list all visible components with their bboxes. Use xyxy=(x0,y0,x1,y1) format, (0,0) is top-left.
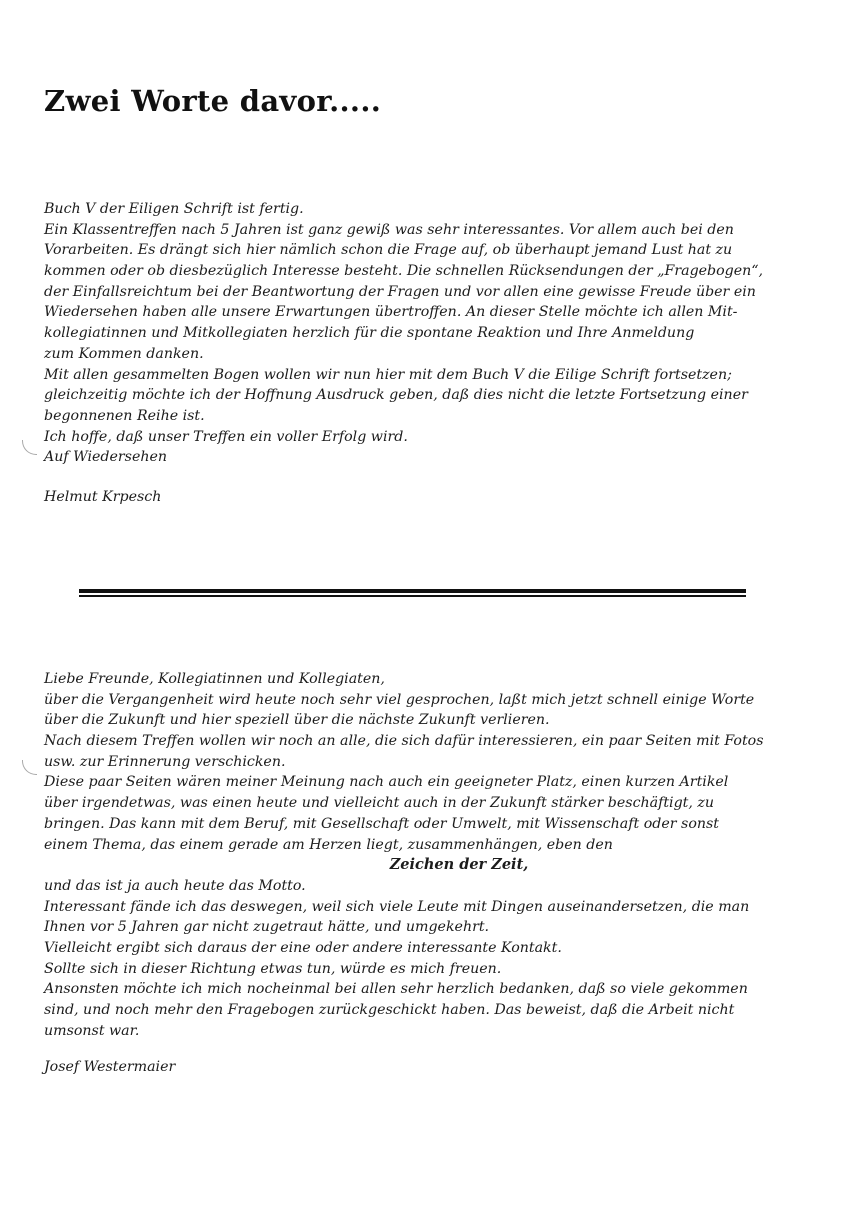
text-line: der Einfallsreichtum bei der Beantwortung der Fragen und vor allen eine gewisse Freude über ein xyxy=(44,283,756,300)
text-line: zum Kommen danken. xyxy=(44,345,204,362)
text-line: über die Zukunft und hier speziell über die nächste Zukunft verlieren. xyxy=(44,712,550,729)
signature-josef: Josef Westermaier xyxy=(44,1059,176,1075)
divider-thick-rule xyxy=(79,589,746,593)
text-line: Auf Wiedersehen xyxy=(44,449,168,466)
text-line: kollegiatinnen und Mitkollegiaten herzlich für die spontane Reaktion und Ihre Anmeldung xyxy=(44,325,695,342)
page-title: Zwei Worte davor..... xyxy=(44,84,382,118)
signature-helmut: Helmut Krpesch xyxy=(44,489,162,505)
text-line: Ein Klassentreffen nach 5 Jahren ist ganz gewiß was sehr interessantes. Vor allem auch bei den xyxy=(44,221,734,238)
text-line: Vielleicht ergibt sich daraus der eine oder andere interessante Kontakt. xyxy=(44,939,562,956)
text-line: Mit allen gesammelten Bogen wollen wir nun hier mit dem Buch V die Eilige Schrift fortsetzen; xyxy=(44,366,732,383)
text-line: bringen. Das kann mit dem Beruf, mit Gesellschaft oder Umwelt, mit Wissenschaft oder sonst xyxy=(44,815,719,832)
text-line: Buch V der Eiligen Schrift ist fertig. xyxy=(44,201,304,217)
text-line: Liebe Freunde, Kollegiatinnen und Kollegiaten, xyxy=(44,671,385,687)
text-line: Ansonsten möchte ich mich nocheinmal bei allen sehr herzlich bedanken, daß so viele gekommen xyxy=(44,981,748,998)
text-line: über die Vergangenheit wird heute noch sehr viel gesprochen, laßt mich jetzt schnell einige Worte xyxy=(44,691,755,708)
section-divider xyxy=(79,589,746,597)
section-2-text xyxy=(44,669,834,1041)
text-line: usw. zur Erinnerung verschicken. xyxy=(44,753,286,770)
text-line: und das ist ja auch heute das Motto. xyxy=(44,877,306,894)
text-line: über irgendetwas, was einen heute und vielleicht auch in der Zukunft stärker beschäftigt, zu xyxy=(44,795,715,812)
scan-hole-mark xyxy=(22,760,37,775)
text-line: sind, und noch mehr den Fragebogen zurückgeschickt haben. Das beweist, daß die Arbeit nicht xyxy=(44,1002,735,1018)
text-line: Ich hoffe, daß unser Treffen ein voller Erfolg wird. xyxy=(44,428,408,445)
text-line: Sollte sich in dieser Richtung etwas tun, würde es mich freuen. xyxy=(44,960,502,977)
divider-thin-rule xyxy=(79,595,746,597)
text-line: umsonst war. xyxy=(44,1022,140,1039)
text-line: begonnenen Reihe ist. xyxy=(44,407,205,424)
text-line: Vorarbeiten. Es drängt sich hier nämlich schon die Frage auf, ob überhaupt jemand Lust hat zu xyxy=(44,242,733,259)
text-line: gleichzeitig möchte ich der Hoffnung Ausdruck geben, daß dies nicht die letzte Fortsetzung einer xyxy=(44,387,748,404)
text-line: einem Thema, das einem gerade am Herzen liegt, zusammenhängen, eben den xyxy=(44,836,613,853)
motto-heading: Zeichen der Zeit, xyxy=(389,856,529,874)
section-1-text xyxy=(44,199,834,468)
text-line: kommen oder ob diesbezüglich Interesse besteht. Die schnellen Rücksendungen der „Fragebogen“, xyxy=(44,263,764,280)
text-line: Wiedersehen haben alle unsere Erwartungen übertroffen. An dieser Stelle möchte ich allen Mit- xyxy=(44,304,738,321)
text-line: Diese paar Seiten wären meiner Meinung nach auch ein geeigneter Platz, einen kurzen Artikel xyxy=(44,774,729,791)
text-line: Interessant fände ich das deswegen, weil sich viele Leute mit Dingen auseinandersetzen, die man xyxy=(44,898,750,915)
text-line: Ihnen vor 5 Jahren gar nicht zugetraut hätte, und umgekehrt. xyxy=(44,919,490,936)
scan-hole-mark xyxy=(22,440,37,455)
text-line: Nach diesem Treffen wollen wir noch an alle, die sich dafür interessieren, ein paar Seiten mit Fotos xyxy=(44,733,764,750)
